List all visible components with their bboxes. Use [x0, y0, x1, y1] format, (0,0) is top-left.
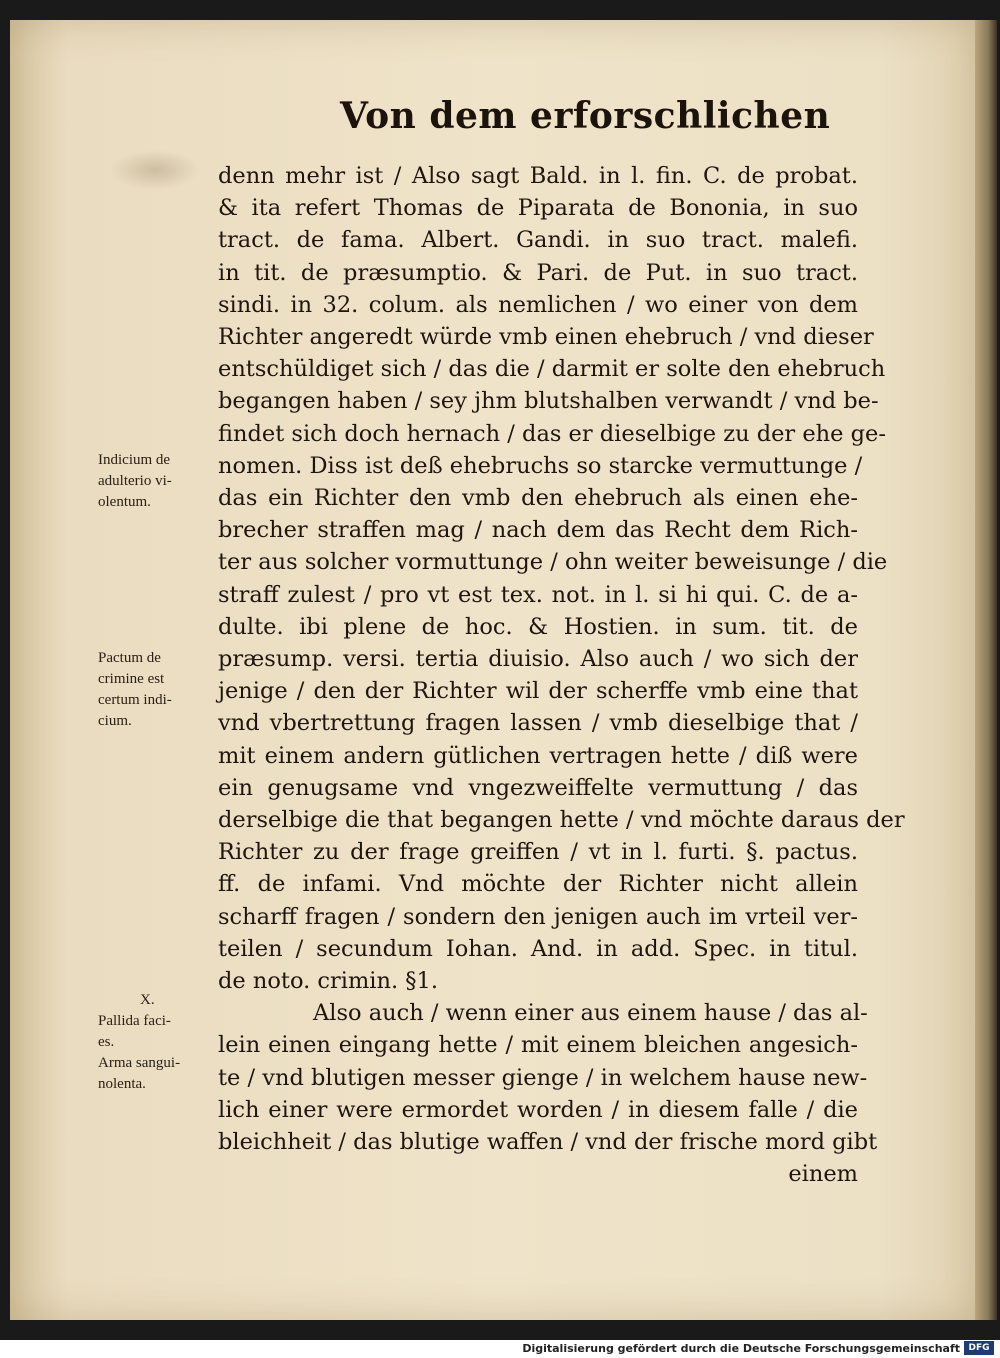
- text-line: findet sich doch hernach / das er dieselbige zu der ehe ge-: [218, 420, 886, 447]
- text-line: præsump. versi. tertia diuisio. Also auch / wo sich der: [218, 646, 858, 673]
- text-line: mit einem andern gütlichen vertragen hette / diß were: [218, 742, 858, 769]
- text-line: lich einer were ermordet worden / in diesem falle / die: [218, 1096, 858, 1123]
- margin-note-line: Arma sangui-: [98, 1055, 181, 1071]
- main-text-block: [218, 160, 905, 1191]
- text-line: das ein Richter den vmb den ehebruch als einen ehe-: [218, 485, 858, 512]
- text-line: entschüldiget sich / das die / darmit er solte den ehebruch: [218, 356, 886, 383]
- text-line: bleichheit / das blutige waffen / vnd der frische mord gibt: [218, 1129, 878, 1156]
- text-line: scharff fragen / sondern den jenigen auch im vrteil ver-: [218, 903, 858, 930]
- text-line: de noto. crimin. §1.: [218, 968, 439, 995]
- margin-note-numeral: X.: [140, 992, 155, 1008]
- text-line: te / vnd blutigen messer gienge / in welchem hause new-: [218, 1064, 868, 1091]
- text-line: in tit. de præsumptio. & Pari. de Put. in suo tract.: [218, 259, 858, 286]
- text-line: brecher straffen mag / nach dem das Recht dem Rich-: [218, 517, 858, 544]
- margin-note-pallida: [98, 990, 213, 1095]
- text-line: teilen / secundum Iohan. And. in add. Spec. in titul.: [218, 935, 858, 962]
- text-line: ein genugsame vnd vngezweiffelte vermuttung / das: [218, 774, 858, 801]
- text-line: sindi. in 32. colum. als nemlichen / wo einer von dem: [218, 291, 858, 318]
- page-edge: [975, 20, 997, 1320]
- text-line: tract. de fama. Albert. Gandi. in suo tract. malefi.: [218, 227, 858, 254]
- text-line: lein einen eingang hette / mit einem bleichen angesich-: [218, 1032, 858, 1059]
- text-line: begangen haben / sey jhm blutshalben verwandt / vnd be-: [218, 388, 879, 415]
- text-line: vnd vbertrettung fragen lassen / vmb dieselbige that /: [218, 710, 858, 737]
- funding-credit: Digitalisierung gefördert durch die Deutsche Forschungsgemeinschaft: [522, 1342, 960, 1355]
- ink-smudge: [110, 150, 200, 190]
- text-line: jenige / den der Richter wil der scherffe vmb eine that: [218, 678, 858, 705]
- margin-note-line: cium.: [98, 713, 132, 729]
- text-line: & ita refert Thomas de Piparata de Bononia, in suo: [218, 195, 858, 222]
- margin-note-line: adulterio vi-: [98, 473, 172, 489]
- margin-note-line: Pactum de: [98, 650, 161, 666]
- margin-note-line: Pallida faci-: [98, 1013, 171, 1029]
- margin-note-line: crimine est: [98, 671, 165, 687]
- paragraph-start-line: Also auch / wenn einer aus einem hause / das al-: [313, 1000, 868, 1027]
- text-line: dulte. ibi plene de hoc. & Hostien. in sum. tit. de: [218, 613, 858, 640]
- text-line: ter aus solcher vormuttunge / ohn weiter beweisunge / die: [218, 549, 888, 576]
- text-line: straff zulest / pro vt est tex. not. in l. si hi qui. C. de a-: [218, 581, 858, 608]
- text-line: nomen. Diss ist deß ehebruchs so starcke vermuttunge /: [218, 452, 863, 479]
- catchword: einem: [788, 1161, 858, 1188]
- text-line: Richter angeredt würde vmb einen ehebruch / vnd dieser: [218, 324, 874, 351]
- text-line: denn mehr ist / Also sagt Bald. in l. fin. C. de probat.: [218, 163, 858, 189]
- margin-note-pactum: [98, 648, 213, 732]
- text-line: Richter zu der frage greiffen / vt in l. furti. §. pactus.: [218, 839, 858, 866]
- running-head: Von dem erforschlichen: [340, 95, 831, 137]
- text-line: ff. de infami. Vnd möchte der Richter nicht allein: [218, 871, 858, 898]
- margin-note-line: certum indi-: [98, 692, 172, 708]
- margin-note-line: Indicium de: [98, 452, 171, 468]
- margin-note-adultery: [98, 450, 213, 513]
- margin-note-line: es.: [98, 1034, 115, 1050]
- margin-note-line: olentum.: [98, 494, 151, 510]
- dfg-logo: DFG: [964, 1341, 994, 1355]
- margin-note-line: nolenta.: [98, 1076, 146, 1092]
- text-line: derselbige die that begangen hette / vnd möchte daraus der: [218, 807, 905, 834]
